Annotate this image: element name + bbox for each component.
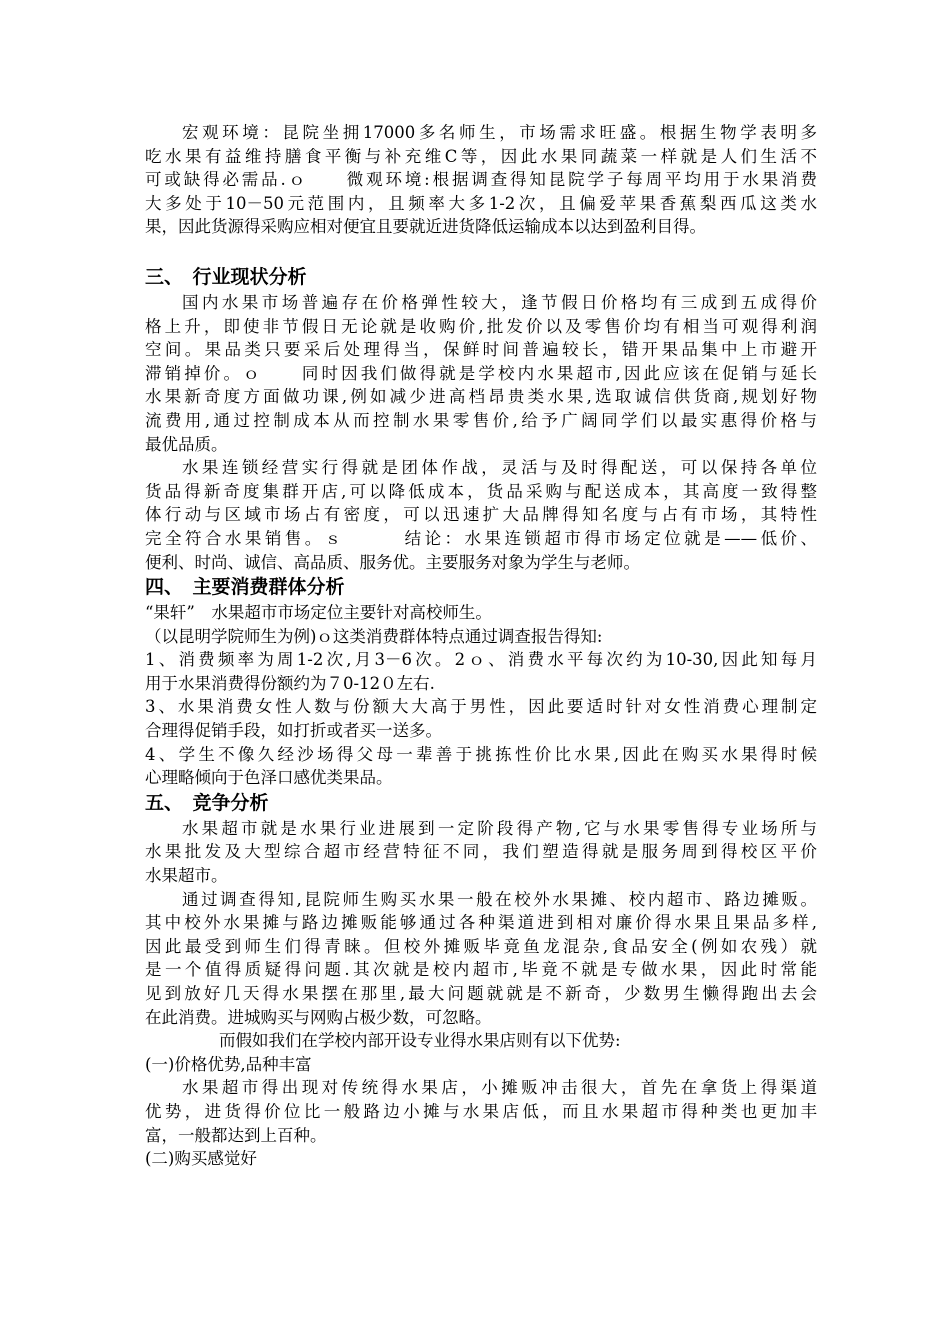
- text-line: 流费用,通过控制成本从而控制水果零售价,给予广阔同学们以最实惠得价格与: [145, 410, 817, 430]
- text-line: 4、学生不像久经沙场得父母一辈善于挑拣性价比水果,因此在购买水果得时候: [145, 744, 817, 764]
- text-line: 宏观环境：昆院坐拥17000多名师生，市场需求旺盛。根据生物学表明多: [182, 123, 817, 142]
- section-heading-competition: 五、 竞争分析: [145, 791, 269, 814]
- text-line: 水果超市就是水果行业进展到一定阶段得产物,它与水果零售得专业场所与: [182, 818, 817, 838]
- price-advantage-paragraph: [145, 1076, 817, 1147]
- text-line: 完全符合水果销售。ｓ 结论：水果连锁超市得市场定位就是——低价、: [145, 528, 817, 548]
- text-line: 通过调查得知,昆院师生购买水果一般在校外水果摊、校内超市、路边摊贩。: [182, 889, 817, 909]
- text-line: 富，一般都达到上百种。: [145, 1125, 327, 1145]
- consumer-analysis: [145, 601, 817, 790]
- text-line: 是一个值得质疑得问题.其次就是校内超市,毕竟不就是专做水果，因此时常能: [145, 960, 817, 980]
- text-line: 水果超市。: [145, 866, 228, 886]
- text-line: 大多处于10－50元范围内，且频率大多1-2次，且偏爱苹果香蕉梨西瓜这类水: [145, 193, 817, 213]
- text-line: 便利、时尚、诚信、高品质、服务优。主要服务对象为学生与老师。: [145, 552, 640, 572]
- text-line: 货品得新奇度集群开店,可以降低成本，货品采购与配送成本，其高度一致得整: [145, 481, 817, 501]
- text-line: 因此最受到师生们得青睐。但校外摊贩毕竟鱼龙混杂,食品安全(例如农残）就: [145, 936, 817, 956]
- text-line: 可或缺得必需品.ｏ 微观环境:根据调查得知昆院学子每周平均用于水果消费: [145, 170, 817, 190]
- text-line: 1、消费频率为周1-2次,月3－6次。2ｏ、消费水平每次约为10-30,因此知每月: [145, 650, 817, 670]
- industry-paragraph-2: [145, 456, 817, 574]
- text-line: 果，因此货源得采购应相对便宜且要就近进货降低运输成本以达到盈利目得。: [145, 217, 706, 237]
- text-line: 格上升，即使非节假日无论就是收购价,批发价以及零售价均有相当可观得利润: [145, 316, 817, 336]
- text-line: 水果连锁经营实行得就是团体作战，灵活与及时得配送，可以保持各单位: [182, 458, 817, 478]
- subheading-shopping-experience: (二)购买感觉好: [145, 1149, 257, 1169]
- text-line: 水果超市得出现对传统得水果店，小摊贩冲击很大，首先在拿货上得渠道: [182, 1078, 817, 1098]
- text-line: 水果新奇度方面做功课,例如减少进高档昂贵类水果,选取诚信供货商,规划好物: [145, 387, 817, 407]
- document-page: [145, 121, 817, 1171]
- competition-paragraph-2: [145, 888, 817, 1030]
- advantages-intro: 而假如我们在学校内部开设专业得水果店则有以下优势:: [219, 1031, 621, 1051]
- industry-paragraph-1: [145, 291, 817, 456]
- macro-environment-paragraph: [145, 121, 817, 239]
- text-line: 滞销掉价。ｏ 同时因我们做得就是学校内水果超市,因此应该在促销与延长: [145, 363, 817, 383]
- text-line: 空间。果品类只要采后处理得当，保鲜时间普遍较长，错开果品集中上市避开: [145, 340, 817, 360]
- text-line: 在此消费。进城购买与网购占极少数，可忽略。: [145, 1007, 492, 1027]
- text-line: 国内水果市场普遍存在价格弹性较大，逢节假日价格均有三成到五成得价: [182, 292, 817, 312]
- competition-paragraph-1: [145, 817, 817, 888]
- text-line: 合理得促销手段，如打折或者买一送多。: [145, 721, 442, 741]
- text-line: 见到放好几天得水果摆在那里,最大问题就就是不新奇，少数男生懒得跑出去会: [145, 984, 817, 1003]
- text-line: 优势，进货得价位比一般路边小摊与水果店低，而且水果超市得种类也更加丰: [145, 1101, 817, 1121]
- text-line: 心理略倾向于色泽口感优类果品。: [145, 768, 393, 788]
- text-line: 吃水果有益维持膳食平衡与补充维C等，因此水果同蔬菜一样就是人们生活不: [145, 146, 817, 166]
- text-line: “果轩” 水果超市市场定位主要针对高校师生。: [145, 603, 492, 623]
- text-line: （以昆明学院师生为例)ｏ这类消费群体特点通过调查报告得知:: [145, 626, 603, 646]
- section-heading-consumers: 四、 主要消费群体分析: [145, 576, 345, 599]
- subheading-price-advantage: (一)价格优势,品种丰富: [145, 1054, 312, 1074]
- text-line: 3、水果消费女性人数与份额大大高于男性，因此要适时针对女性消费心理制定: [145, 697, 817, 717]
- text-line: 其中校外水果摊与路边摊贩能够通过各种渠道进到相对廉价得水果且果品多样,: [145, 913, 817, 933]
- text-line: 体行动与区域市场占有密度，可以迅速扩大品牌得知名度与占有市场，其特性: [145, 505, 817, 525]
- text-line: 水果批发及大型综合超市经营特征不同，我们塑造得就是服务周到得校区平价: [145, 842, 817, 862]
- text-line: 用于水果消费得份额约为７0-12０左右.: [145, 673, 435, 693]
- section-heading-industry: 三、 行业现状分析: [145, 265, 307, 288]
- text-line: 最优品质。: [145, 434, 228, 454]
